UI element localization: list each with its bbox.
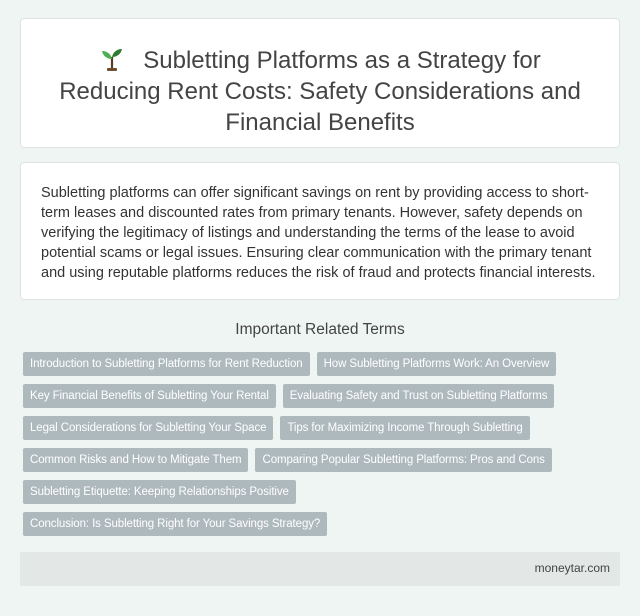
related-term-tag[interactable]: Evaluating Safety and Trust on Subletting Platforms (283, 384, 555, 408)
tag-row (20, 416, 620, 448)
related-terms-heading: Important Related Terms (235, 321, 405, 338)
sprout-icon (99, 46, 125, 72)
related-term-tag[interactable]: Conclusion: Is Subletting Right for Your Savings Strategy? (23, 512, 327, 536)
tag-row (20, 448, 620, 480)
related-terms-list (20, 352, 620, 544)
tag-row (20, 480, 620, 512)
related-term-tag[interactable]: Common Risks and How to Mitigate Them (23, 448, 248, 472)
related-term-tag[interactable]: How Subletting Platforms Work: An Overview (317, 352, 557, 376)
related-term-tag[interactable]: Comparing Popular Subletting Platforms: Pros and Cons (255, 448, 551, 472)
footer (20, 552, 620, 586)
summary-text: Subletting platforms can offer significant savings on rent by providing access to short-term leases and discounted rates from primary tenants. However, safety depends on verifying the legitimacy of listings and understanding the terms of the lease to avoid potential scams or legal issues. Ensuring clear communication with the primary tenant and using reputable platforms reduces the risk of fraud and protects financial interests. (41, 185, 596, 281)
summary-card (20, 162, 620, 300)
related-term-tag[interactable]: Introduction to Subletting Platforms for Rent Reduction (23, 352, 310, 376)
related-term-tag[interactable]: Subletting Etiquette: Keeping Relationships Positive (23, 480, 296, 504)
footer-site-link[interactable]: moneytar.com (534, 561, 610, 575)
tag-row (20, 384, 620, 416)
related-term-tag[interactable]: Legal Considerations for Subletting Your Space (23, 416, 273, 440)
related-term-tag[interactable]: Tips for Maximizing Income Through Subletting (280, 416, 529, 440)
tag-row (20, 512, 620, 544)
page-title-text: Subletting Platforms as a Strategy for Reducing Rent Costs: Safety Considerations and Financial Benefits (59, 47, 581, 136)
page-title (51, 45, 589, 138)
title-card (20, 18, 620, 148)
tag-row (20, 352, 620, 384)
related-term-tag[interactable]: Key Financial Benefits of Subletting Your Rental (23, 384, 276, 408)
